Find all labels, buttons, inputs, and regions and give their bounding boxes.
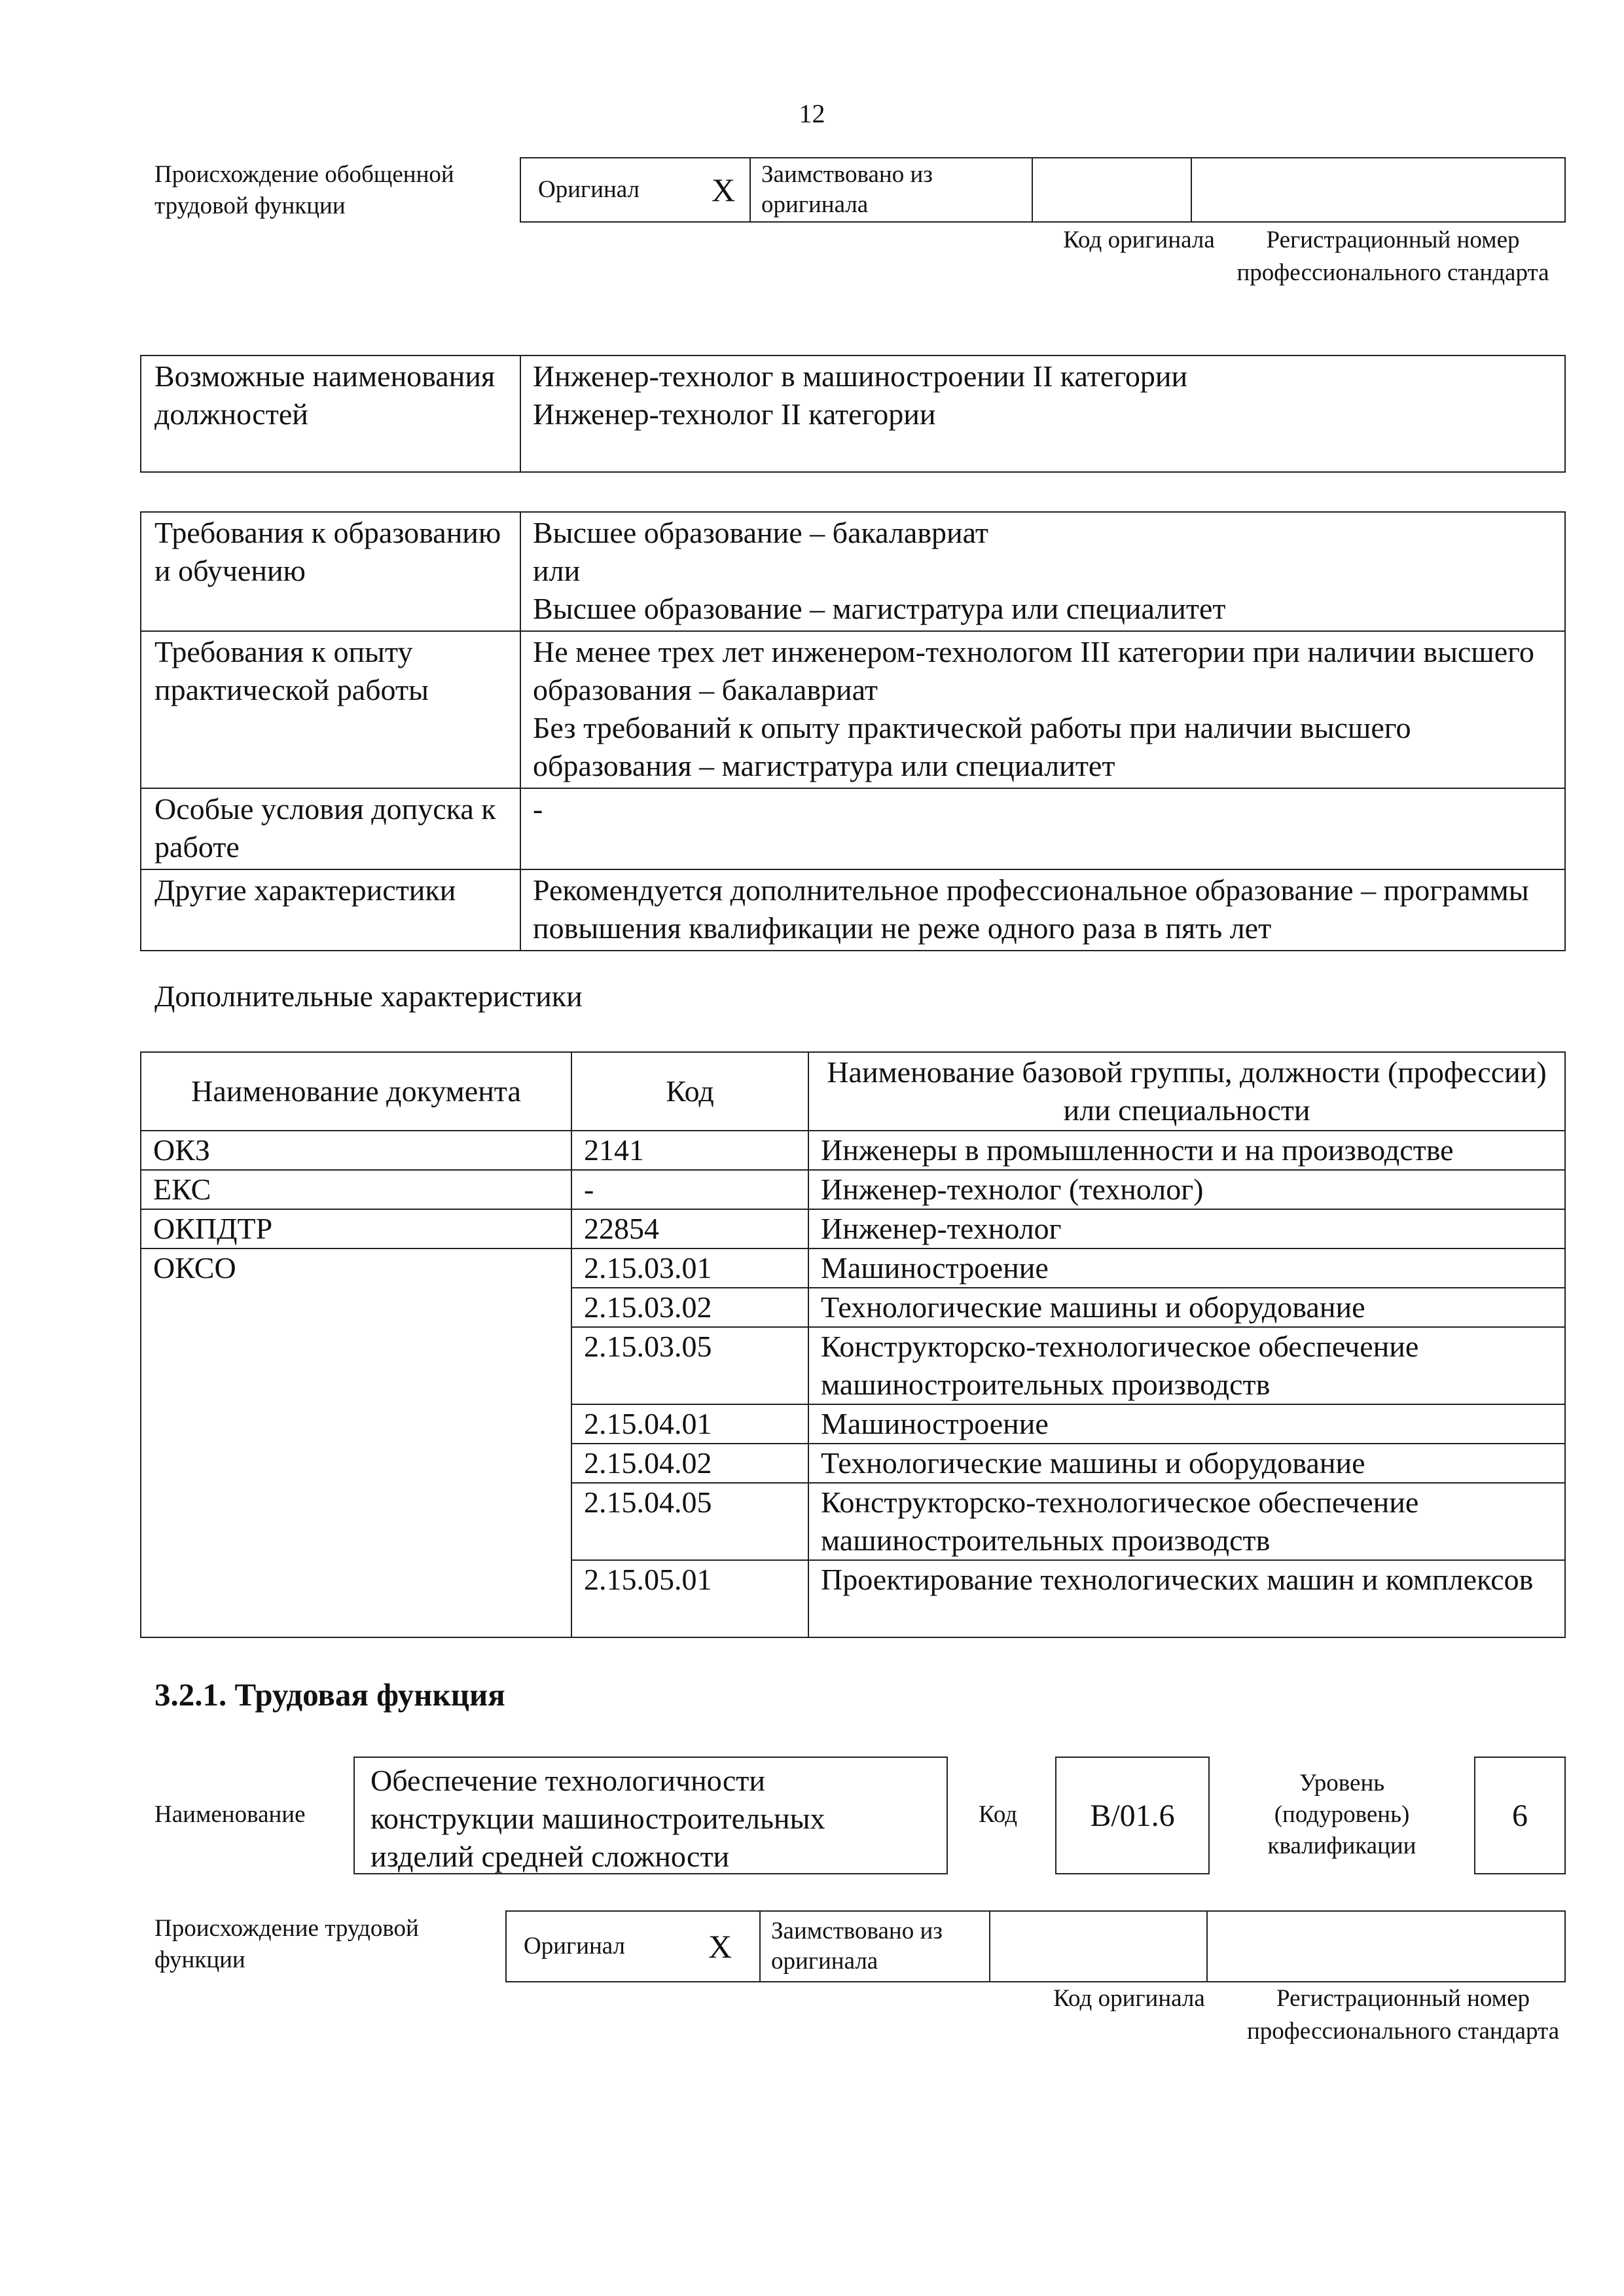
registration-number-cell [1207, 1911, 1565, 1982]
doc-cell: ОКПДТР [141, 1209, 571, 1248]
requirement-label: Особые условия допуска к работе [141, 788, 520, 869]
original-code-caption: Код оригинала [1063, 227, 1215, 253]
requirement-line: Рекомендуется дополнительное профессиональное образование – программы повышения квалификации не реже одного раза в пять лет [533, 873, 1529, 945]
registration-number-caption: Регистрационный номер профессионального стандарта [1246, 1985, 1560, 2045]
name-cell: Конструкторско-технологическое обеспечение машиностроительных производств [808, 1327, 1565, 1404]
registration-number-caption: Регистрационный номер профессионального стандарта [1236, 227, 1549, 286]
original-code-cell [1032, 158, 1191, 222]
requirement-line: Не менее трех лет инженером-технологом III категории при наличии высшего образования – бакалавриат [533, 635, 1534, 706]
requirement-value [520, 512, 1565, 631]
original-code-cell [990, 1911, 1207, 1982]
requirement-label: Требования к образованию и обучению [141, 512, 520, 631]
table-row [141, 1131, 1565, 1170]
function-code-label: Код [979, 1801, 1018, 1828]
name-cell: Проектирование технологических машин и комплексов [808, 1560, 1565, 1637]
code-cell: 2.15.04.02 [571, 1444, 808, 1483]
requirement-row [141, 631, 1565, 788]
requirement-line: - [533, 792, 543, 826]
code-cell: 2.15.03.01 [571, 1248, 808, 1288]
original-code-caption: Код оригинала [1053, 1985, 1205, 2012]
code-cell: 2.15.03.05 [571, 1327, 808, 1404]
code-cell: 2.15.03.02 [571, 1288, 808, 1327]
original-cell: Оригинал [506, 1911, 681, 1982]
original-cell: Оригинал [520, 158, 697, 222]
name-cell: Технологические машины и оборудование [808, 1288, 1565, 1327]
positions-table [140, 355, 1566, 473]
code-cell: 22854 [571, 1209, 808, 1248]
requirements-table [140, 511, 1566, 951]
requirement-row [141, 512, 1565, 631]
code-cell: 2.15.05.01 [571, 1560, 808, 1637]
column-header: Наименование базовой группы, должности (профессии) или специальности [808, 1052, 1565, 1131]
doc-cell: ОКЗ [141, 1131, 571, 1170]
column-header: Наименование документа [141, 1052, 571, 1131]
qualification-level-box: 6 [1474, 1757, 1566, 1874]
generalized-origin-table [520, 157, 1566, 223]
name-cell: Машиностроение [808, 1248, 1565, 1288]
name-cell: Инженеры в промышленности и на производстве [808, 1131, 1565, 1170]
position-item: Инженер-технолог в машиностроении II категории [533, 359, 1188, 393]
qualification-level-label: Уровень (подуровень) квалификации [1267, 1770, 1416, 1859]
borrowed-cell: Заимствовано из оригинала [750, 158, 1032, 222]
positions-label: Возможные наименования должностей [141, 355, 520, 472]
doc-cell: ОКСО [141, 1248, 571, 1637]
name-cell: Инженер-технолог (технолог) [808, 1170, 1565, 1209]
table-row [141, 1209, 1565, 1248]
name-cell: Инженер-технолог [808, 1209, 1565, 1248]
name-cell: Конструкторско-технологическое обеспечение машиностроительных производств [808, 1483, 1565, 1560]
additional-header-row [141, 1052, 1565, 1131]
additional-heading: Дополнительные характеристики [154, 979, 583, 1013]
function-code-box: B/01.6 [1055, 1757, 1210, 1874]
code-cell: 2.15.04.05 [571, 1483, 808, 1560]
table-row [141, 1170, 1565, 1209]
requirement-value [520, 869, 1565, 951]
code-cell: 2141 [571, 1131, 808, 1170]
name-cell: Технологические машины и оборудование [808, 1444, 1565, 1483]
original-mark: X [681, 1911, 760, 1982]
section-title: 3.2.1. Трудовая функция [154, 1677, 505, 1713]
generalized-origin-label: Происхождение обобщенной трудовой функции [154, 161, 454, 219]
requirement-line: Высшее образование – магистратура или специалитет [533, 592, 1226, 625]
name-cell: Машиностроение [808, 1404, 1565, 1444]
requirement-line: или [533, 554, 581, 587]
requirement-line: Высшее образование – бакалавриат [533, 516, 988, 549]
function-origin-label: Происхождение трудовой функции [154, 1915, 419, 1973]
requirement-value [520, 788, 1565, 869]
function-origin-table [505, 1910, 1566, 1982]
registration-number-cell [1191, 158, 1565, 222]
requirement-row [141, 788, 1565, 869]
requirement-line: Без требований к опыту практической работы при наличии высшего образования – магистратура или специалитет [533, 711, 1411, 782]
function-name-label: Наименование [154, 1801, 306, 1828]
positions-values [520, 355, 1565, 472]
additional-table [140, 1051, 1566, 1638]
column-header: Код [571, 1052, 808, 1131]
code-cell: 2.15.04.01 [571, 1404, 808, 1444]
function-name-box: Обеспечение технологичности конструкции машиностроительных изделий средней сложности [353, 1757, 948, 1874]
position-item: Инженер-технолог II категории [533, 397, 936, 431]
table-row [141, 1248, 1565, 1288]
original-mark: X [697, 158, 750, 222]
requirement-label: Другие характеристики [141, 869, 520, 951]
requirement-row [141, 869, 1565, 951]
requirement-label: Требования к опыту практической работы [141, 631, 520, 788]
code-cell: - [571, 1170, 808, 1209]
requirement-value [520, 631, 1565, 788]
page-number: 12 [799, 99, 825, 128]
doc-cell: ЕКС [141, 1170, 571, 1209]
borrowed-cell: Заимствовано из оригинала [760, 1911, 990, 1982]
